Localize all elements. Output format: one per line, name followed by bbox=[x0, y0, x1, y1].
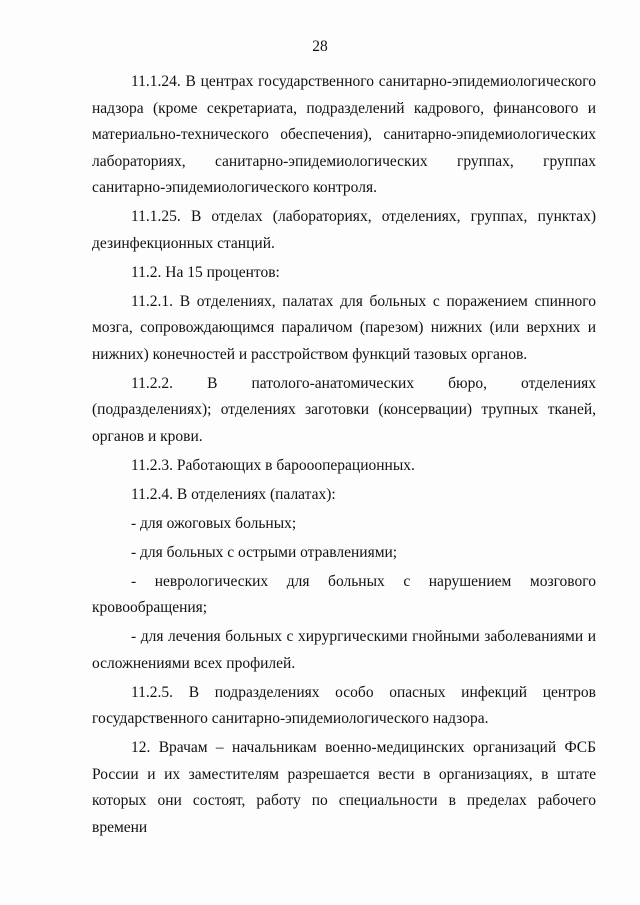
paragraph-12: 12. Врачам – начальникам военно-медицинских организаций ФСБ России и их заместителям разрешается вести в организациях, в штате которых они состоят, работу по специальности в пределах рабочего времени bbox=[92, 739, 596, 836]
list-item-neurological: - неврологических для больных с нарушением мозгового кровообращения; bbox=[92, 572, 596, 616]
list-item-poisoning: - для больных с острыми отравлениями; bbox=[131, 543, 398, 561]
paragraph-11-2-3: 11.2.3. Работающих в бароооперационных. bbox=[131, 456, 415, 474]
list-item-burns: - для ожоговых больных; bbox=[131, 514, 297, 532]
paragraph-11-1-25: 11.1.25. В отделах (лабораториях, отделениях, группах, пунктах) дезинфекционных станций. bbox=[92, 208, 596, 252]
paragraph-11-1-24: 11.1.24. В центрах государственного санитарно-эпидемиологического надзора (кроме секретариата, подразделений кадрового, финансового и материально-технического обеспечения), санитарно-эпидемиологических лабораториях, санитарно-эпидемиологических группах, группах санитарно-эпидемиологического контроля. bbox=[92, 73, 596, 196]
list-item-surgical: - для лечения больных с хирургическими гнойными заболеваниями и осложнениями всех профилей. bbox=[92, 628, 596, 672]
paragraph-11-2-1: 11.2.1. В отделениях, палатах для больных с поражением спинного мозга, сопровождающимся параличом (парезом) нижних (или верхних и нижних) конечностей и расстройством функций тазовых органов. bbox=[92, 292, 596, 363]
paragraph-11-2-5: 11.2.5. В подразделениях особо опасных инфекций центров государственного санитарно-эпидемиологического надзора. bbox=[92, 683, 596, 727]
document-body bbox=[92, 69, 596, 844]
page-number: 28 bbox=[312, 38, 328, 55]
paragraph-11-2-2: 11.2.2. В патолого-анатомических бюро, отделениях (подразделениях); отделениях заготовки (консервации) трупных тканей, органов и крови. bbox=[92, 374, 596, 445]
paragraph-11-2-4: 11.2.4. В отделениях (палатах): bbox=[131, 485, 336, 503]
paragraph-11-2: 11.2. На 15 процентов: bbox=[131, 263, 280, 281]
